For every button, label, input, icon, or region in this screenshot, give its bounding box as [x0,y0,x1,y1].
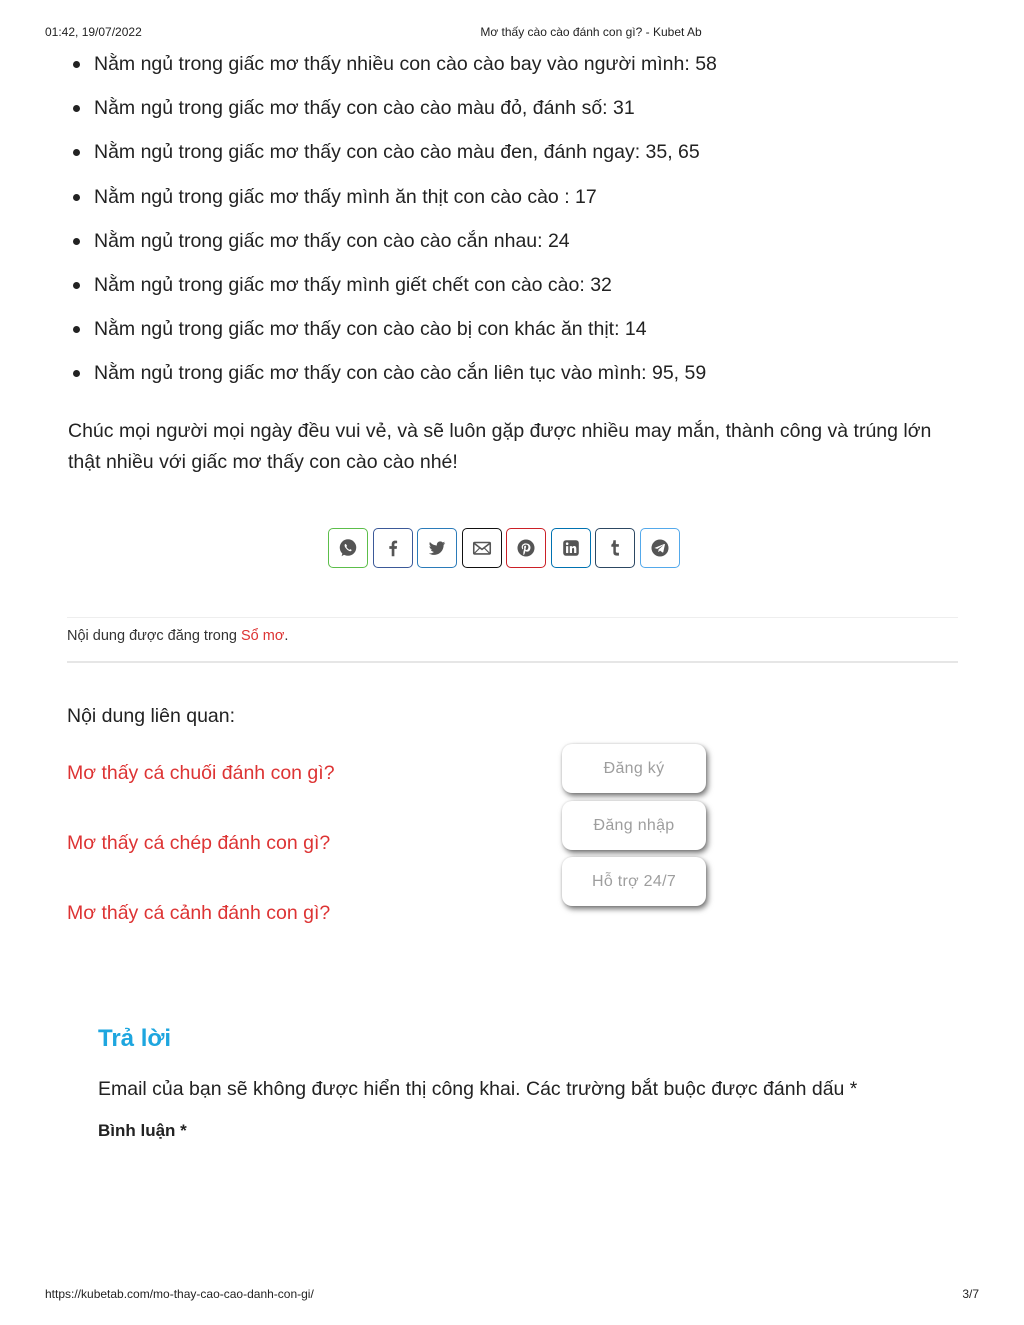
share-twitter-button[interactable] [417,528,457,568]
category-suffix: . [284,628,289,644]
list-item: Nằm ngủ trong giấc mơ thấy mình giết chết con cào cào: 32 [68,263,968,307]
share-tumblr-button[interactable] [595,528,635,568]
list-item: Nằm ngủ trong giấc mơ thấy con cào cào cắn nhau: 24 [68,219,968,263]
telegram-icon [649,537,671,559]
list-item: Nằm ngủ trong giấc mơ thấy mình ăn thịt con cào cào : 17 [68,175,968,219]
print-page-number: 3/7 [962,1287,979,1301]
tumblr-icon [604,537,626,559]
related-link[interactable]: Mơ thấy cá cảnh đánh con gì? [67,902,331,924]
login-button[interactable]: Đăng nhập [562,801,706,850]
print-url: https://kubetab.com/mo-thay-cao-cao-danh-con-gi/ [45,1287,314,1301]
print-datetime: 01:42, 19/07/2022 [45,25,142,39]
reply-title: Trả lời [98,1025,172,1052]
divider [67,661,958,663]
related-heading: Nội dung liên quan: [67,705,236,727]
list-item: Nằm ngủ trong giấc mơ thấy con cào cào màu đỏ, đánh số: 31 [68,86,968,130]
dream-number-list [68,42,968,396]
category-prefix: Nội dung được đăng trong [67,628,241,644]
comment-label: Bình luận * [98,1121,187,1140]
share-email-button[interactable] [462,528,502,568]
closing-paragraph: Chúc mọi người mọi ngày đều vui vẻ, và sẽ luôn gặp được nhiều may mắn, thành công và trúng lớn thật nhiều với giấc mơ thấy con cào cào nhé! [68,420,932,473]
linkedin-icon [560,537,582,559]
email-icon [471,537,493,559]
share-linkedin-button[interactable] [551,528,591,568]
list-item: Nằm ngủ trong giấc mơ thấy con cào cào màu đen, đánh ngay: 35, 65 [68,130,968,174]
list-item: Nằm ngủ trong giấc mơ thấy nhiều con cào cào bay vào người mình: 58 [68,42,968,86]
post-category [67,628,288,644]
list-item: Nằm ngủ trong giấc mơ thấy con cào cào bị con khác ăn thịt: 14 [68,307,968,351]
reply-notice: Email của bạn sẽ không được hiển thị công khai. Các trường bắt buộc được đánh dấu * [98,1078,858,1100]
twitter-icon [426,537,448,559]
list-item: Nằm ngủ trong giấc mơ thấy con cào cào cắn liên tục vào mình: 95, 59 [68,351,968,395]
support-button[interactable]: Hỗ trợ 24/7 [562,857,706,906]
related-link[interactable]: Mơ thấy cá chép đánh con gì? [67,832,331,854]
facebook-icon [382,537,404,559]
share-telegram-button[interactable] [640,528,680,568]
print-footer [0,1284,1024,1308]
share-buttons [328,528,680,570]
whatsapp-icon [337,537,359,559]
share-whatsapp-button[interactable] [328,528,368,568]
divider [67,617,958,618]
print-page-title: Mơ thấy cào cào đánh con gì? - Kubet Ab [480,25,702,39]
category-link[interactable]: Sổ mơ [241,628,285,644]
pinterest-icon [515,537,537,559]
share-facebook-button[interactable] [373,528,413,568]
related-link[interactable]: Mơ thấy cá chuối đánh con gì? [67,762,335,784]
register-button[interactable]: Đăng ký [562,744,706,793]
share-pinterest-button[interactable] [506,528,546,568]
